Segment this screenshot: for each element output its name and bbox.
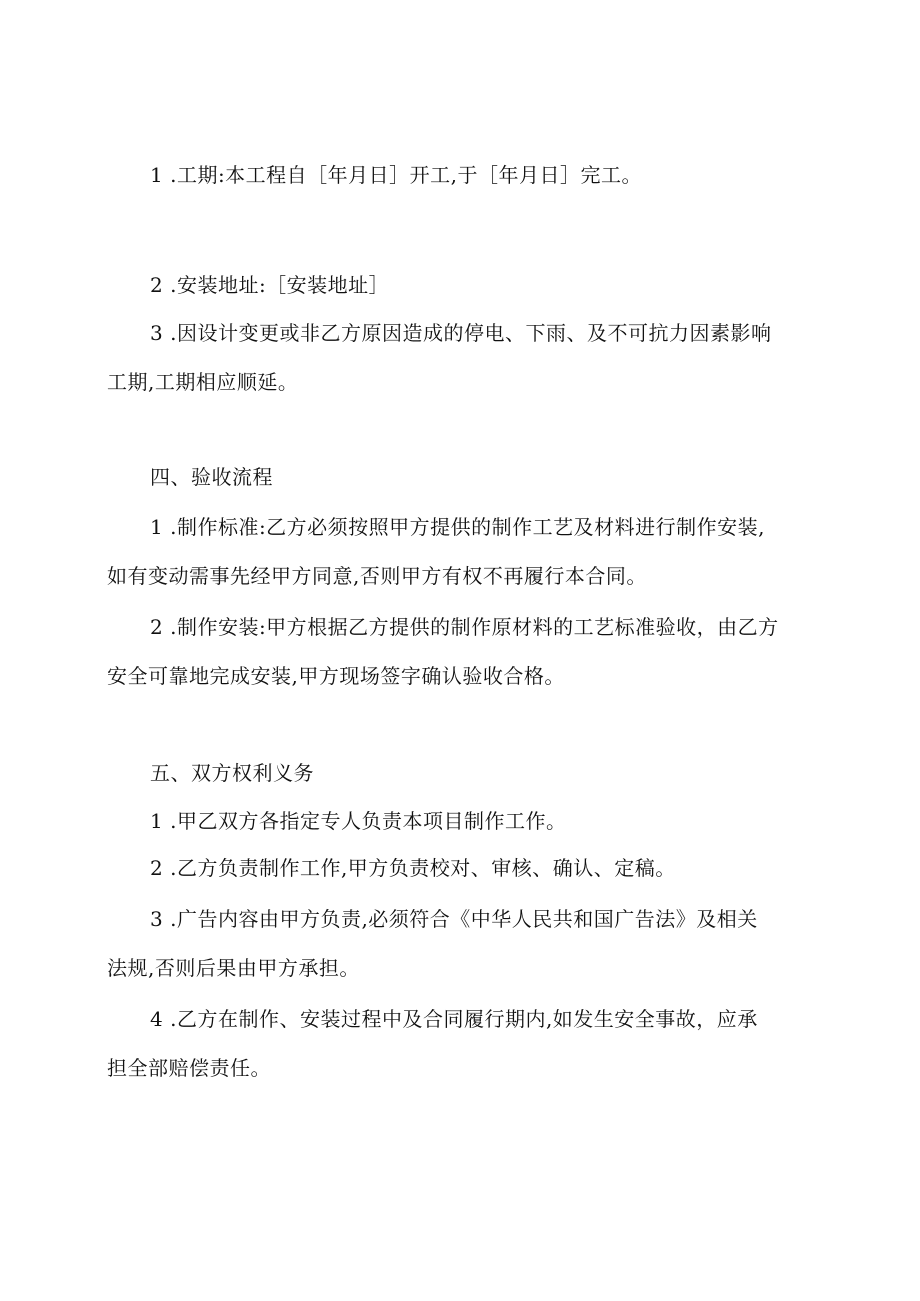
section-heading-rights: 五、双方权利义务 [150,761,314,785]
schedule-clause: 1 .工期:本工程自［年月日］开工,于［年月日］完工。 [150,163,643,187]
installation-clause-line-2: 安全可靠地完成安装,甲方现场签字确认验收合格。 [107,664,565,688]
rights-clause-3-line-1: 3 .广告内容由甲方负责,必须符合《中华人民共和国广告法》及相关 [150,907,758,931]
address-clause: 2 .安装地址:［安装地址］ [150,273,390,297]
rights-clause-1: 1 .甲乙双方各指定专人负责本项目制作工作。 [150,809,567,833]
standard-clause-line-2: 如有变动需事先经甲方同意,否则甲方有权不再履行本合同。 [107,564,647,588]
delay-clause-line-2: 工期,工期相应顺延。 [107,370,299,394]
rights-clause-2: 2 .乙方负责制作工作,甲方负责校对、审核、确认、定稿。 [150,856,676,880]
rights-clause-3-line-2: 法规,否则后果由甲方承担。 [107,956,360,980]
installation-clause-line-1: 2 .制作安装:甲方根据乙方提供的制作原材料的工艺标准验收，由乙方 [150,615,779,639]
rights-clause-4-line-1: 4 .乙方在制作、安装过程中及合同履行期内,如发生安全事故，应承 [150,1007,758,1031]
standard-clause-line-1: 1 .制作标准:乙方必须按照甲方提供的制作工艺及材料进行制作安装, [150,515,766,539]
rights-clause-4-line-2: 担全部赔偿责任。 [107,1056,271,1080]
section-heading-acceptance: 四、验收流程 [150,465,273,489]
delay-clause-line-1: 3 .因设计变更或非乙方原因造成的停电、下雨、及不可抗力因素影响 [150,321,772,345]
